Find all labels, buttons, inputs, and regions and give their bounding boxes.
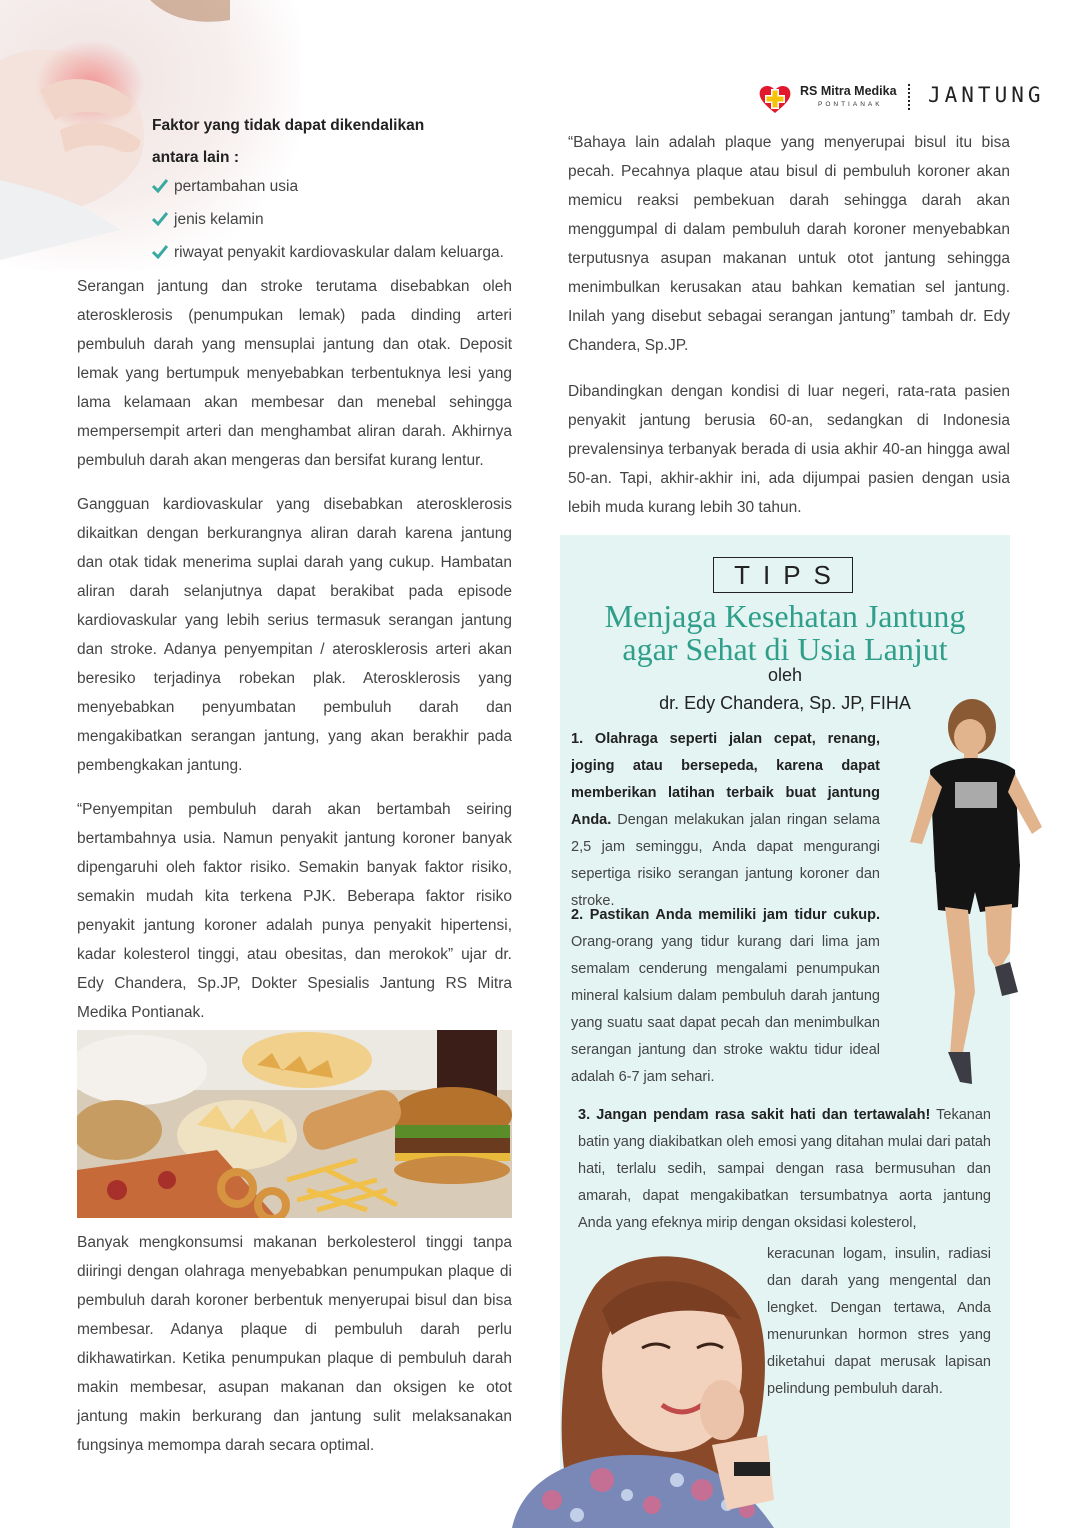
checkmark-icon	[152, 212, 168, 226]
tip-3-text: Tekanan batin yang diakibatkan oleh emosi yang ditahan mulai dari patah hati, terlalu sedih, sampai dengan rasa bermusuhan dan amarah, dapat mengakibatkan tersumbatnya aorta jantung Anda yang efeknya mirip dengan oksidasi kolesterol,	[578, 1107, 991, 1231]
list-item	[152, 203, 504, 236]
left-paragraph-2: Gangguan kardiovaskular yang disebabkan aterosklerosis dikaitkan dengan berkurangnya aliran darah karena jantung dan otak tidak menerima suplai darah yang cukup. Hambatan aliran darah selanjutnya dapat berakibat pada episode kardiovaskular yang lebih serius termasuk serangan jantung dan stroke. Adanya penyempitan / aterosklerosis arteri akan beresiko terjadinya robekan plak. Aterosklerosis yang menyebabkan penyumbatan pembuluh darah dan mengakibatkan serangan jantung, yang akan berakhir pada pembengkakan jantung.	[77, 496, 512, 774]
factors-title	[152, 110, 452, 174]
department-title: JANTUNG	[928, 83, 1045, 107]
tip-2-text: Orang-orang yang tidur kurang dari lima jam semalam cenderung mengalami penumpukan mineral kalsium dalam pembuluh darah jantung yang suatu saat dapat pecah dan menimbulkan serangan jantung dan stroke waktu tidur ideal adalah 6-7 jam sehari.	[571, 934, 880, 1085]
hospital-logo	[756, 80, 1045, 114]
tip-3-continued: keracunan logam, insulin, radiasi dan darah yang mengental dan lengket. Dengan tertawa, Anda menurunkan hormon stres yang diketahui dapat merusak lapisan pelindung pembuluh darah.	[767, 1246, 991, 1397]
tips-tag: TIPS	[713, 557, 853, 593]
tip-1-text: Dengan melakukan jalan ringan selama 2,5 jam seminggu, Anda dapat mengurangi sepertiga risiko serangan jantung koroner dan stroke.	[571, 812, 880, 909]
left-paragraph-4: Banyak mengkonsumsi makanan berkolesterol tinggi tanpa diiringi dengan olahraga menyebabkan penumpukan plaque di pembuluh darah koroner berbentuk menyerupai bisul dan bisa membesar. Adanya plaque di pembuluh darah perlu dikhawatirkan. Ketika penumpukan plaque di pembuluh darah makin membesar, asupan makanan dan oksigen ke otot jantung makin berkurang dan jantung sulit melaksanakan fungsinya memompa darah secara optimal.	[77, 1234, 512, 1454]
tip-1-heading: 1. Olahraga seperti jalan cepat, renang, joging atau bersepeda, karena dapat memberikan latihan terbaik buat jantung Anda.	[571, 731, 880, 828]
tips-author: dr. Edy Chandera, Sp. JP, FIHA	[659, 693, 911, 713]
left-paragraph-3: “Penyempitan pembuluh darah akan bertambah seiring bertambahnya usia. Namun penyakit jantung koroner banyak dipengaruhi oleh faktor risiko. Semakin banyak faktor risiko, semakin mudah kita terkena PJK. Beberapa faktor risiko penyakit jantung koroner adalah punya penyakit hipertensi, kadar kolesterol tinggi, atau obesitas, dan merokok” ujar dr. Edy Chandera, Sp.JP, Dokter Spesialis Jantung RS Mitra Medika Pontianak.	[77, 801, 512, 1021]
factor-text: jenis kelamin	[174, 211, 264, 228]
tips-heading	[570, 600, 1000, 666]
factors-title-line1: Faktor yang tidak dapat dikendalikan	[152, 117, 425, 134]
factors-list	[152, 170, 504, 269]
tip-2	[571, 902, 880, 1091]
runner-photo	[900, 692, 1050, 1087]
tip-3	[578, 1102, 991, 1237]
hospital-city: PONTIANAK	[818, 101, 883, 108]
list-item	[152, 236, 504, 269]
tips-heading-line1: Menjaga Kesehatan Jantung	[604, 598, 966, 634]
factor-text: pertambahan usia	[174, 178, 299, 195]
checkmark-icon	[152, 179, 168, 193]
factors-title-line2: antara lain :	[152, 149, 239, 166]
logo-divider	[908, 84, 910, 110]
junk-food-photo	[77, 1030, 512, 1218]
tip-1	[571, 726, 880, 915]
checkmark-icon	[152, 245, 168, 259]
right-paragraph-1: “Bahaya lain adalah plaque yang menyerupai bisul itu bisa pecah. Pecahnya plaque atau bisul di pembuluh koroner akan memicu reaksi pembekuan darah sehingga darah akan menggumpal di dalam pembuluh darah koroner menyebabkan terputusnya asupan makanan untuk otot jantung sehingga menimbulkan kerusakan atau bahkan kematian sel jantung. Inilah yang disebut sebagai serangan jantung” tambah dr. Edy Chandera, Sp.JP.	[568, 134, 1010, 354]
tips-heading-line2: agar Sehat di Usia Lanjut	[622, 631, 948, 667]
right-paragraph-2: Dibandingkan dengan kondisi di luar negeri, rata-rata pasien penyakit jantung berusia 60-an, sedangkan di Indonesia prevalensinya terbanyak berada di usia akhir 40-an hingga awal 50-an. Tapi, akhir-akhir ini, ada dijumpai pasien dengan usia lebih muda kurang lebih 30 tahun.	[568, 383, 1010, 516]
hospital-name: RS Mitra Medika	[800, 84, 897, 98]
tip-3-heading: 3. Jangan pendam rasa sakit hati dan tertawalah!	[578, 1107, 931, 1123]
factor-text: riwayat penyakit kardiovaskular dalam keluarga.	[174, 244, 504, 261]
tip-2-heading: 2. Pastikan Anda memiliki jam tidur cukup.	[571, 907, 880, 923]
tips-by: oleh	[767, 665, 803, 685]
list-item	[152, 170, 504, 203]
left-paragraph-1: Serangan jantung dan stroke terutama disebabkan oleh aterosklerosis (penumpukan lemak) pada dinding arteri pembuluh darah yang mensuplai jantung dan otak. Deposit lemak yang bertumpuk menyebabkan terbentuknya lesi yang lama kelamaan akan membesar dan menebal sehingga mempersempit arteri dan menghambat aliran darah. Akhirnya pembuluh darah akan mengeras dan bersifat kurang lentur.	[77, 278, 512, 469]
heart-cross-icon	[756, 80, 794, 118]
laughing-woman-photo	[512, 1240, 782, 1528]
